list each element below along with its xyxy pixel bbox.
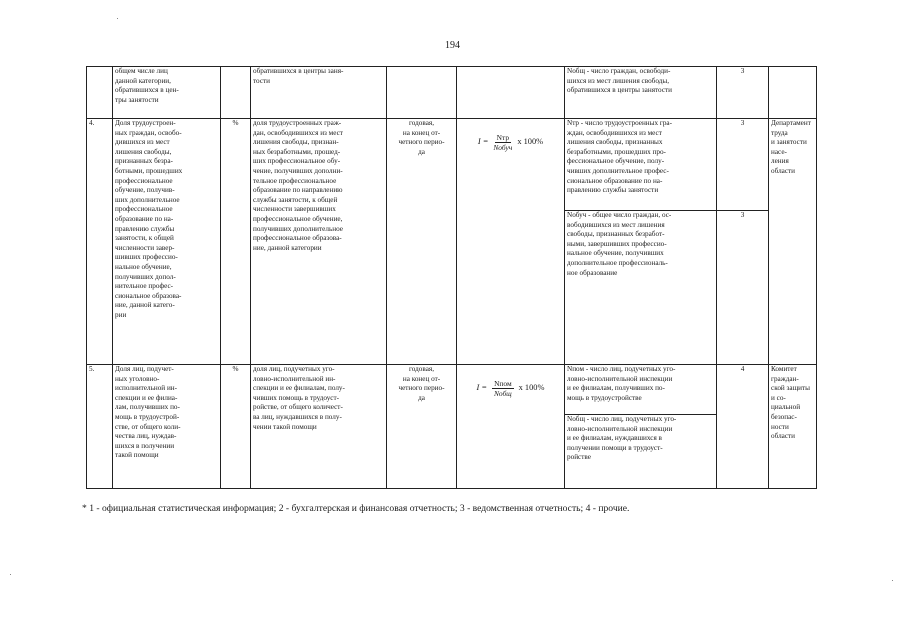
formula xyxy=(457,365,565,489)
formula xyxy=(457,119,565,365)
formula-tail: х 100% xyxy=(517,137,544,147)
formula-denominator: Nобуч xyxy=(493,142,513,152)
period: годовая, на конец от- четного перио- да xyxy=(387,365,457,489)
footnote: * 1 - официальная статистическая информация; 2 - бухгалтерская и финансовая отчетность; 3 - ведомственная отчетность; 4 - прочие. xyxy=(82,503,630,514)
variable-definition: Nобщ - число лиц, подучетных уго- ловно-исполнительной инспекции и ее филиалам, нуждавшихся в получении помощи в трудоуст- ройстве xyxy=(565,415,717,489)
unit: % xyxy=(221,119,251,365)
row-number: 5. xyxy=(87,365,113,489)
formula-expression xyxy=(459,375,562,398)
indicator-definition: доля трудоустроенных граж- дан, освободившихся из мест лишения свободы, признан- ных безработными, прошед- ших профессиональное обу- чение, получивших дополни- тельное профессиональное образование по направлению службы занятости, к общей численности завершивших профессиональное обучение, получивших дополнительное профессиональное образова- ние, данной категории xyxy=(251,119,387,365)
period: годовая, на конец от- четного перио- да xyxy=(387,119,457,365)
indicator-definition: доля лиц, подучетных уго- ловно-исполнительной ин- спекции и ее филиалам, полу- чивших помощь в трудоуст- ройстве, от общего количест- ва лиц, нуждавшихся в полу- чении такой помощи xyxy=(251,365,387,489)
data-source: 4 xyxy=(717,365,769,489)
data-source: 3 xyxy=(717,211,769,365)
variable-definition xyxy=(565,67,717,119)
formula-lhs: I = xyxy=(477,137,489,147)
table-row xyxy=(87,119,817,211)
responsible xyxy=(769,67,817,119)
indicator-name: Доля лиц, подучет- ных уголовно- исполнительной ин- спекции и ее филиа- лам, получивших по- мощь в трудоустрой- стве, от общего коли- чества лиц, нуждав- шихся в получении такой помощи xyxy=(113,365,221,489)
indicator-name: Доля трудоустроен- ных граждан, освобо- дившихся из мест лишения свободы, признанных безра- ботными, прошедших профессиональное обучение, получив- ших дополнительное профессиональное образование по на- правлению службы занятости, к общей численности завер- шивших профессио- нальное обучение, получивших допол- нительное профес- сиональное образова- ние, данной катего- рии xyxy=(113,119,221,365)
formula-numerator: Nпом xyxy=(494,378,512,388)
table-row-continuation xyxy=(87,67,817,119)
variable-definition: Nпом - число лиц, подучетных уго- ловно-исполнительной инспекции и ее филиалам, получивших по- мощь в трудоустройстве xyxy=(565,365,717,415)
indicators-table xyxy=(86,66,817,489)
data-source: 3 xyxy=(717,67,769,119)
unit xyxy=(221,67,251,119)
variable-text: Nобщ - число граждан, освободи- шихся из мест лишения свободы, обратившихся в центры занятости xyxy=(567,67,672,95)
data-source: 3 xyxy=(717,119,769,211)
formula-denominator: Nобщ xyxy=(493,388,512,398)
formula-lhs: I = xyxy=(476,383,488,393)
indicator-definition: обратившихся в центры заня- тости xyxy=(251,67,387,119)
responsible: Комитет граждан- ской защиты и со- циальной безопас- ности области xyxy=(769,365,817,489)
formula-fraction xyxy=(492,379,514,398)
table-row xyxy=(87,365,817,415)
responsible: Департамент труда и занятости насе- ления области xyxy=(769,119,817,365)
page-number: 194 xyxy=(445,40,460,51)
period xyxy=(387,67,457,119)
scan-speck xyxy=(892,580,893,581)
formula-numerator: Nтр xyxy=(496,132,510,142)
scan-speck xyxy=(10,574,11,575)
row-number: 4. xyxy=(87,119,113,365)
formula xyxy=(457,67,565,119)
formula-tail: х 100% xyxy=(518,383,545,393)
variable-definition: Nтр - число трудоустроенных гра- ждан, освободившихся из мест лишения свободы, признанных безработными, прошедших про- фессиональное обучение, полу- чивших дополнительное профес- сиональное образование по на- правлению службы занятости xyxy=(565,119,717,211)
variable-definition: Nобуч - общее число граждан, ос- вободившихся из мест лишения свободы, признанных безработ- ными, завершивших профессио- нальное обучение, получивших дополнительное профессиональ- ное образование xyxy=(565,211,717,365)
formula-expression xyxy=(459,129,562,152)
indicator-name: общем числе лиц данной категории, обратившихся в цен- тры занятости xyxy=(113,67,221,119)
unit: % xyxy=(221,365,251,489)
row-number xyxy=(87,67,113,119)
scan-speck xyxy=(117,18,118,19)
formula-fraction xyxy=(493,133,512,152)
